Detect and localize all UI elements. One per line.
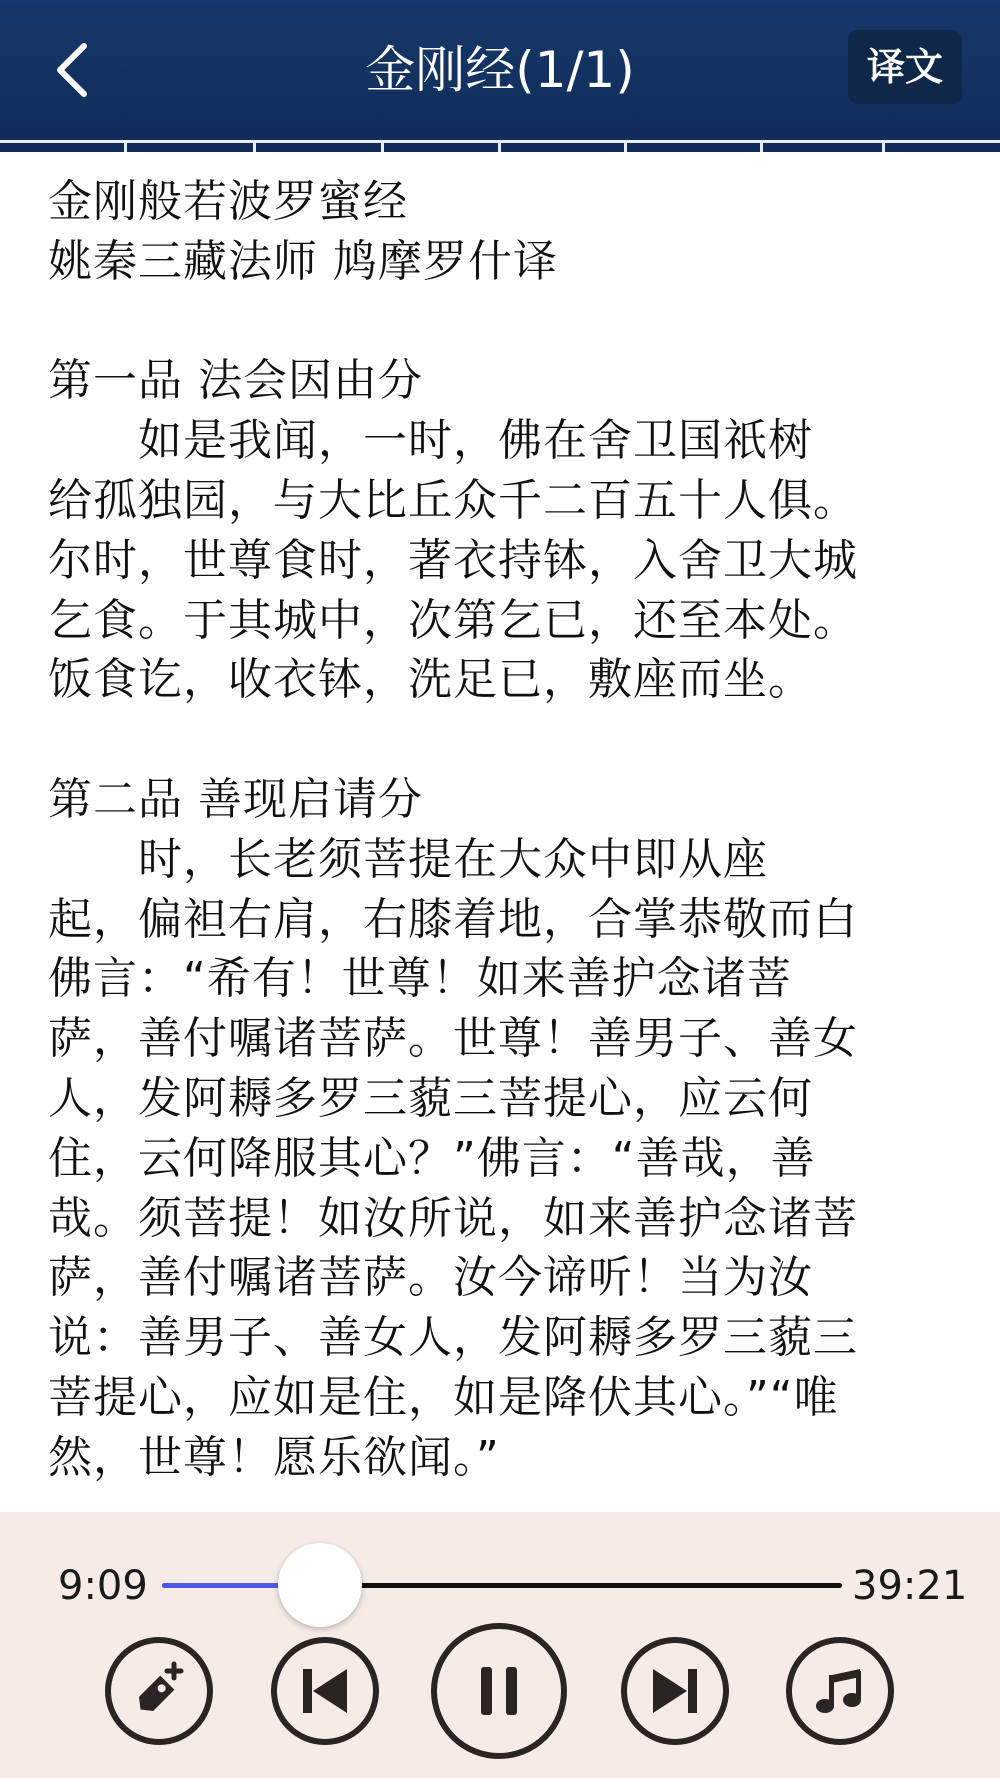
text-line: 住，云何降服其心？”佛言：“善哉，善: [48, 1132, 816, 1184]
total-time: 39:21: [852, 1563, 968, 1609]
text-line: 哉。须菩提！如汝所说，如来善护念诸菩: [48, 1192, 858, 1244]
text-line: 说：善男子、善女人，发阿耨多罗三藐三: [48, 1312, 858, 1364]
pause-icon: [469, 1661, 529, 1721]
pause-button[interactable]: [431, 1623, 567, 1759]
nav-header: [0, 0, 1000, 153]
text-line: 给孤独园，与大比丘众千二百五十人俱。: [48, 474, 858, 526]
music-button[interactable]: [786, 1637, 894, 1745]
text-line: 起，偏袒右肩，右膝着地，合掌恭敬而白: [48, 893, 858, 945]
text-line: 萨，善付嘱诸菩萨。汝今谛听！当为汝: [48, 1252, 813, 1304]
bookmark-add-icon: [124, 1656, 194, 1726]
text-line: 佛言：“希有！世尊！如来善护念诸菩: [48, 953, 792, 1005]
text-line: 如是我闻，一时，佛在舍卫国祇树: [48, 415, 813, 467]
text-line: 第二品 善现启请分: [48, 773, 423, 825]
text-line: 人，发阿耨多罗三藐三菩提心，应云何: [48, 1072, 813, 1124]
header-ruler: [0, 136, 1000, 152]
audio-player: [0, 1512, 1000, 1778]
next-button[interactable]: [621, 1637, 729, 1745]
bookmark-button[interactable]: [105, 1637, 213, 1745]
text-line: 时，长老须菩提在大众中即从座: [48, 833, 768, 885]
text-line: 乞食。于其城中，次第乞已，还至本处。: [48, 594, 858, 646]
back-button[interactable]: [36, 30, 108, 110]
current-time: 9:09: [58, 1563, 148, 1609]
text-line: 尔时，世尊食时，著衣持钵，入舍卫大城: [48, 534, 858, 586]
text-line: 第一品 法会因由分: [48, 355, 423, 407]
page-title: 金刚经(1/1): [365, 41, 635, 99]
scripture-text: [48, 172, 958, 1488]
text-line: 姚秦三藏法师 鸠摩罗什译: [48, 235, 558, 287]
previous-button[interactable]: [271, 1637, 379, 1745]
translate-button[interactable]: 译文: [848, 30, 962, 104]
text-line: 然，世尊！愿乐欲闻。”: [48, 1431, 500, 1483]
text-line: 萨，善付嘱诸菩萨。世尊！善男子、善女: [48, 1013, 858, 1065]
progress-slider[interactable]: [162, 1583, 842, 1588]
skip-previous-icon: [297, 1663, 353, 1719]
scripture-content[interactable]: [0, 152, 1000, 1512]
music-note-icon: [812, 1663, 868, 1719]
progress-thumb[interactable]: [278, 1543, 362, 1627]
paragraph-spacer: [48, 292, 958, 352]
text-line: 菩提心，应如是住，如是降伏其心。”“唯: [48, 1371, 839, 1423]
skip-next-icon: [647, 1663, 703, 1719]
paragraph-spacer: [48, 710, 958, 770]
text-line: 金刚般若波罗蜜经: [48, 176, 408, 227]
chevron-left-icon: [52, 40, 92, 100]
text-line: 饭食讫，收衣钵，洗足已，敷座而坐。: [48, 654, 813, 706]
